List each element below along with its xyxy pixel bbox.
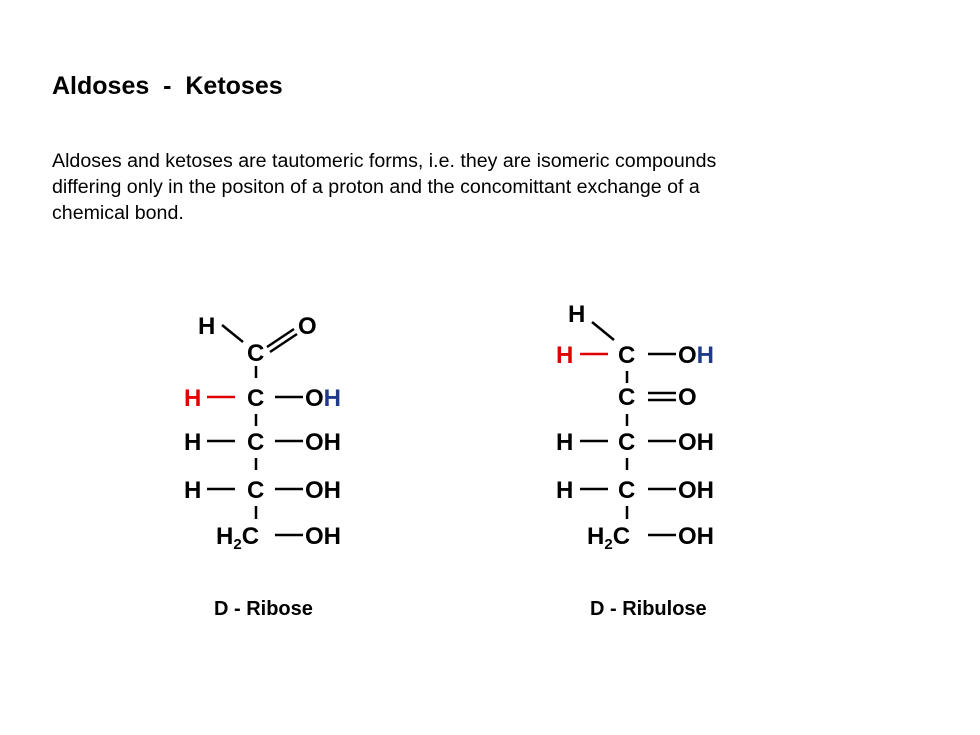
atom-h: H — [184, 429, 202, 456]
atom-c: C — [247, 340, 265, 367]
atom-c: C — [247, 477, 265, 504]
atom-oh: OH — [678, 342, 715, 369]
atom-c: C — [247, 385, 265, 412]
atom-oh: OH — [305, 429, 341, 456]
body-line: chemical bond. — [52, 202, 184, 224]
ribose-structure — [184, 313, 341, 553]
body-line: differing only in the positon of a proton and the concomittant exchange of a — [52, 176, 700, 198]
body-line: Aldoses and ketoses are tautomeric forms, i.e. they are isomeric compounds — [52, 150, 717, 172]
slide-title: Aldoses - Ketoses — [52, 72, 283, 100]
atom-oh: OH — [305, 385, 342, 412]
atom-oh: OH — [678, 477, 714, 504]
atom-h2c: $H_2C$ — [587, 523, 631, 553]
atom-c: C — [618, 429, 636, 456]
atom-oh: OH — [678, 523, 714, 550]
atom-h: H — [198, 313, 216, 340]
atom-c: C — [618, 477, 636, 504]
atom-o: O — [678, 384, 697, 411]
atom-oh: OH — [305, 477, 341, 504]
atom-c: C — [247, 429, 265, 456]
atom-h-moved: H — [556, 342, 574, 369]
atom-c: C — [618, 342, 636, 369]
bond-h-c1 — [222, 325, 243, 342]
atom-oh: OH — [678, 429, 714, 456]
bond-h-c1 — [592, 322, 614, 340]
atom-h: H — [568, 301, 586, 328]
atom-c: C — [618, 384, 636, 411]
atom-h: H — [556, 477, 574, 504]
ribulose-structure — [556, 301, 714, 553]
ribulose-caption: D - Ribulose — [590, 598, 707, 620]
atom-h: H — [184, 477, 202, 504]
atom-h: H — [556, 429, 574, 456]
atom-o: O — [298, 313, 317, 340]
atom-h-moved: H — [184, 385, 202, 412]
ribose-caption: D - Ribose — [214, 598, 313, 620]
atom-h2c: $H_2C$ — [216, 523, 260, 553]
atom-oh: OH — [305, 523, 341, 550]
